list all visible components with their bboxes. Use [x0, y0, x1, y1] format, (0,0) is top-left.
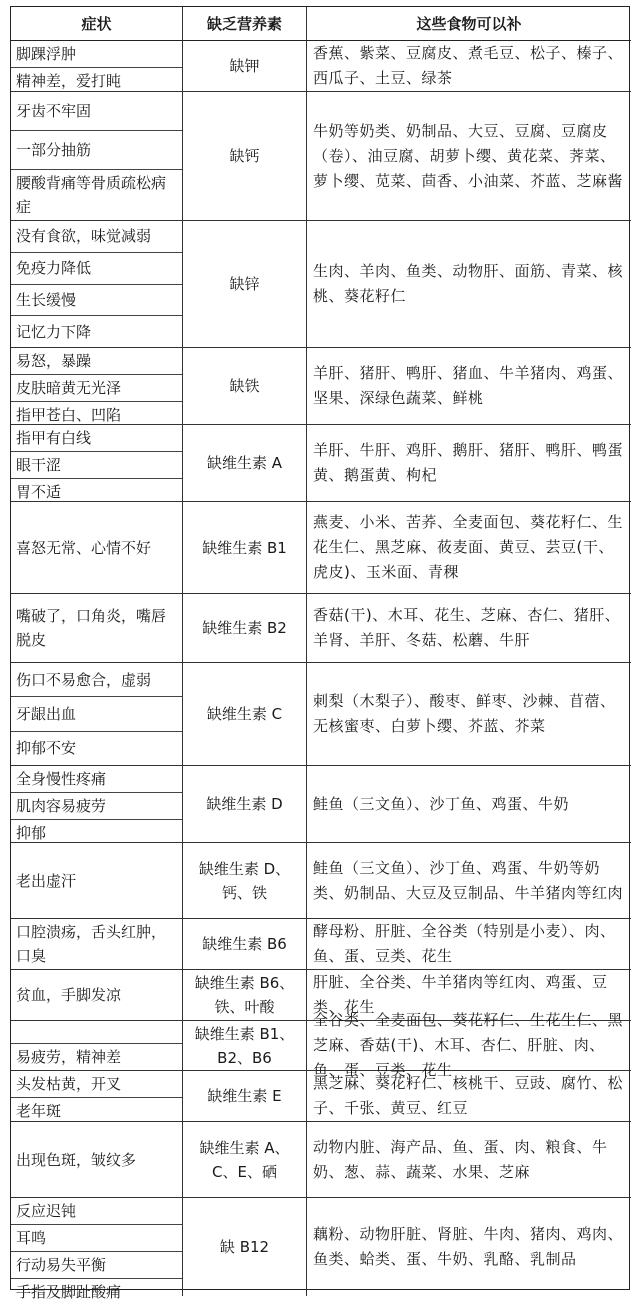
food-cell: 生肉、羊肉、鱼类、动物肝、面筋、青菜、核桃、葵花籽仁 — [307, 221, 631, 348]
nutrient-cell: 缺钙 — [183, 92, 307, 221]
symptom-item: 眼干涩 — [11, 452, 182, 479]
food-cell: 黑芝麻、葵花籽仁、核桃干、豆豉、腐竹、松子、千张、黄豆、红豆 — [307, 1071, 631, 1122]
symptom-item: 肌肉容易疲劳 — [11, 793, 182, 820]
symptom-item: 抑郁 — [16, 824, 47, 842]
symptom-cell — [11, 1198, 183, 1301]
symptom-item: 头发枯黄，开叉 — [11, 1071, 182, 1098]
symptom-cell — [11, 594, 183, 663]
symptom-item: 记忆力下降 — [16, 322, 92, 341]
food-cell: 动物内脏、海产品、鱼、蛋、肉、粮食、牛奶、葱、蒜、蔬菜、水果、芝麻 — [307, 1122, 631, 1198]
symptom-cell — [11, 919, 183, 970]
symptom-item: 牙齿不牢固 — [11, 92, 182, 131]
food-cell: 刺梨（木梨子）、酸枣、鲜枣、沙棘、苜蓿、无核蜜枣、白萝卜缨、芥蓝、芥菜 — [307, 663, 631, 766]
food-cell: 藕粉、动物肝脏、肾脏、牛肉、猪肉、鸡肉、鱼类、蛤类、蛋、牛奶、乳酪、乳制品 — [313, 1225, 624, 1268]
symptom-cell — [11, 970, 183, 1021]
symptom-cell — [11, 1122, 183, 1198]
symptom-item: 没有食欲，味觉减弱 — [11, 221, 182, 253]
symptom-item: 反应迟钝 — [11, 1198, 182, 1225]
food-cell: 燕麦、小米、苦荞、全麦面包、葵花籽仁、生花生仁、黑芝麻、莜麦面、黄豆、芸豆(干、虎皮)、玉米面、青稞 — [307, 502, 631, 594]
symptom-item: 一部分抽筋 — [11, 131, 182, 170]
symptom-item: 伤口不易愈合，虚弱 — [11, 663, 182, 697]
symptom-item: 免疫力降低 — [11, 253, 182, 285]
symptom-item: 手指及脚趾酸痛 — [16, 1283, 122, 1301]
symptom-item: 老出虚汗 — [16, 871, 77, 890]
symptom-cell — [11, 1071, 183, 1122]
symptom-item: 易疲劳，精神差 — [16, 1048, 122, 1066]
symptom-item: 耳鸣 — [11, 1225, 182, 1252]
symptom-item: 喜怒无常、心情不好 — [16, 538, 152, 557]
food-cell: 全谷类、全麦面包、葵花籽仁、生花生仁、黑芝麻、香菇(干)、木耳、杏仁、肝脏、肉、鱼、蛋、豆类、花生 — [307, 1021, 631, 1071]
symptom-cell — [11, 41, 183, 92]
symptom-item: 胃不适 — [16, 483, 62, 501]
food-cell: 肝脏、全谷类、牛羊猪肉等红肉、鸡蛋、豆类、花生 — [307, 970, 631, 1021]
nutrient-cell: 缺维生素 B6、铁、叶酸 — [183, 970, 307, 1021]
symptom-item: 全身慢性疼痛 — [11, 766, 182, 793]
symptom-item: 行动易失平衡 — [11, 1252, 182, 1279]
symptom-cell — [11, 663, 183, 766]
header-nutrient: 缺乏营养素 — [183, 7, 307, 41]
nutrient-cell: 缺维生素 C — [183, 663, 307, 766]
symptom-cell — [11, 766, 183, 843]
nutrient-cell: 缺锌 — [183, 221, 307, 348]
symptom-cell — [11, 1021, 183, 1071]
symptom-item: 易怒，暴躁 — [11, 348, 182, 375]
nutrient-cell: 缺维生素 B1、B2、B6 — [183, 1021, 307, 1071]
nutrient-cell: 缺 B12 — [183, 1198, 307, 1296]
symptom-cell — [11, 843, 183, 919]
symptom-cell — [11, 221, 183, 348]
nutrient-cell: 缺维生素 E — [183, 1071, 307, 1122]
food-cell: 酵母粉、肝脏、全谷类（特别是小麦）、肉、鱼、蛋、豆类、花生 — [307, 919, 631, 970]
food-cell: 牛奶等奶类、奶制品、大豆、豆腐、豆腐皮（卷）、油豆腐、胡萝卜缨、黄花菜、荠菜、萝卜缨、苋菜、茴香、小油菜、芥蓝、芝麻酱 — [307, 92, 631, 221]
symptom-item: 生长缓慢 — [11, 285, 182, 317]
nutrient-cell: 缺维生素 B1 — [183, 502, 307, 594]
food-cell: 羊肝、猪肝、鸭肝、猪血、牛羊猪肉、鸡蛋、坚果、深绿色蔬菜、鲜桃 — [307, 348, 631, 425]
symptom-cell — [11, 502, 183, 594]
nutrient-cell: 缺维生素 B2 — [183, 594, 307, 663]
nutrient-cell: 缺钾 — [183, 41, 307, 92]
symptom-item: 皮肤暗黄无光泽 — [11, 375, 182, 402]
symptom-item: 指甲苍白、凹陷 — [16, 406, 122, 424]
nutrient-cell: 缺维生素 D — [183, 766, 307, 843]
symptom-item: 牙龈出血 — [11, 697, 182, 731]
symptom-item: 出现色斑，皱纹多 — [16, 1150, 137, 1169]
food-cell: 香菇(干)、木耳、花生、芝麻、杏仁、猪肝、羊肾、羊肝、冬菇、松蘑、牛肝 — [307, 594, 631, 663]
symptom-item: 指甲有白线 — [11, 425, 182, 452]
symptom-cell — [11, 425, 183, 502]
symptom-item: 贫血，手脚发凉 — [16, 986, 122, 1004]
nutrient-cell: 缺铁 — [183, 348, 307, 425]
nutrient-cell: 缺维生素 A — [183, 425, 307, 502]
food-cell: 鲑鱼（三文鱼）、沙丁鱼、鸡蛋、牛奶等奶类、奶制品、大豆及豆制品、牛羊猪肉等红肉 — [307, 843, 631, 919]
symptom-item: 老年斑 — [16, 1102, 62, 1120]
symptom-item: 抑郁不安 — [16, 739, 77, 758]
symptom-item: 口腔溃疡，舌头红肿，口臭 — [16, 923, 167, 965]
symptom-item — [11, 1021, 182, 1044]
symptom-item: 脚踝浮肿 — [11, 41, 182, 68]
nutrient-cell: 缺维生素 A、C、E、硒 — [183, 1122, 307, 1198]
nutrition-table — [10, 6, 630, 1301]
header-food: 这些食物可以补 — [307, 7, 631, 41]
food-cell: 香蕉、紫菜、豆腐皮、煮毛豆、松子、榛子、西瓜子、土豆、绿茶 — [307, 41, 631, 92]
symptom-cell — [11, 92, 183, 221]
nutrient-cell: 缺维生素 B6 — [183, 919, 307, 970]
symptom-cell — [11, 348, 183, 425]
symptom-item: 嘴破了，口角炎，嘴唇脱皮 — [16, 607, 167, 649]
food-cell: 羊肝、牛肝、鸡肝、鹅肝、猪肝、鸭肝、鸭蛋黄、鹅蛋黄、枸杞 — [307, 425, 631, 502]
food-cell: 鲑鱼（三文鱼）、沙丁鱼、鸡蛋、牛奶 — [307, 766, 631, 843]
symptom-item: 腰酸背痛等骨质疏松病症 — [16, 174, 167, 216]
nutrient-cell: 缺维生素 D、钙、铁 — [183, 843, 307, 919]
header-symptom: 症状 — [11, 7, 183, 41]
symptom-item: 精神差，爱打盹 — [16, 72, 122, 90]
